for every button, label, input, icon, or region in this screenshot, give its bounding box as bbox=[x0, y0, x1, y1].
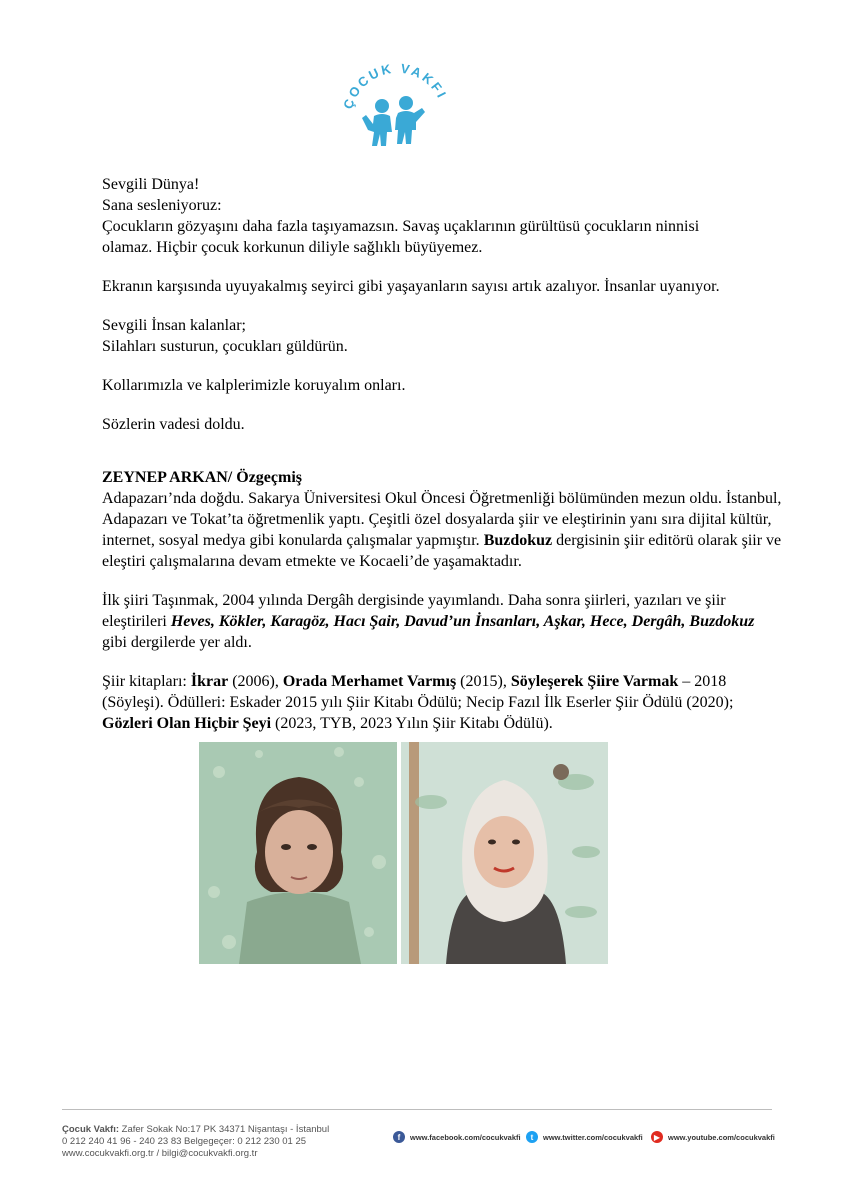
bio-paragraph-3: Şiir kitapları: İkrar (2006), Orada Merhamet Varmış (2015), Söyleşerek Şiire Varmak – 2018 (Söyleşi). Ödülleri: Eskader 2015 yılı Şiir Kitabı Ödülü; Necip Fazıl İlk Eserler Şiir Ödülü (2020); Gözleri Olan Hiçbir Şeyi (2023, TYB, 2023 Yılın Şiir Kitabı Ödülü). bbox=[102, 673, 734, 732]
letter-line: Çocukların gözyaşını daha fazla taşıyamazsın. Savaş uçaklarının gürültüsü çocukların ninnisi bbox=[102, 218, 700, 235]
facebook-icon: f bbox=[393, 1131, 405, 1143]
footer-divider bbox=[62, 1109, 772, 1110]
letter-line: Sevgili İnsan kalanlar; bbox=[102, 317, 246, 334]
facebook-link[interactable]: f www.facebook.com/cocukvakfi bbox=[393, 1131, 521, 1143]
svg-text:ÇOCUK VAKFI bbox=[340, 61, 450, 111]
footer-address: Zafer Sokak No:17 PK 34371 Nişantaşı - İstanbul bbox=[119, 1124, 330, 1135]
twitter-icon: t bbox=[526, 1131, 538, 1143]
greeting: Sevgili Dünya! bbox=[102, 176, 200, 193]
footer-phones: 0 212 240 41 96 - 240 23 83 Belgegeçer: 0 212 230 01 25 bbox=[62, 1136, 307, 1147]
bio-paragraph-2: İlk şiiri Taşınmak, 2004 yılında Dergâh dergisinde yayımlandı. Daha sonra şiirleri, yazıları ve şiir eleştirileri Heves, Kökler, Karagöz, Hacı Şair, Davud’un İnsanları, Aşkar, Hece, Dergâh, Buzdokuz gibi dergilerde yer aldı. bbox=[102, 592, 755, 651]
youtube-icon: ▶ bbox=[651, 1131, 663, 1143]
twitter-link[interactable]: t www.twitter.com/cocukvakfi bbox=[526, 1131, 643, 1143]
youtube-link[interactable]: ▶ www.youtube.com/cocukvakfi bbox=[651, 1131, 775, 1143]
letter-paragraph: Sözlerin vadesi doldu. bbox=[102, 416, 245, 433]
logo-text: ÇOCUK VAKFI bbox=[340, 60, 450, 111]
cocuk-vakfi-logo bbox=[340, 58, 450, 152]
letter-body bbox=[102, 174, 762, 435]
letter-line: Silahları susturun, çocukları güldürün. bbox=[102, 338, 348, 355]
letter-line: Sana sesleniyoruz: bbox=[102, 197, 222, 214]
portrait-photo bbox=[401, 742, 608, 964]
childhood-photo bbox=[199, 742, 397, 964]
bio-heading: ZEYNEP ARKAN/ Özgeçmiş bbox=[102, 469, 302, 486]
letter-paragraph: Ekranın karşısında uyuyakalmış seyirci gibi yaşayanların sayısı artık azalıyor. İnsanlar uyanıyor. bbox=[102, 278, 720, 295]
letter-paragraph: Kollarımızla ve kalplerimizle koruyalım onları. bbox=[102, 377, 406, 394]
bio-paragraph-1: Adapazarı’nda doğdu. Sakarya Üniversitesi Okul Öncesi Öğretmenliği bölümünden mezun oldu. İstanbul, Adapazarı ve Tokat’ta öğretmenlik yaptı. Çeşitli özel dosyalarda şiir ve eleştirinin yanı sıra dijital kültür, internet, sosyal medya gibi konularda çalışmalar yapmıştır. Buzdokuz dergisinin şiir editörü olarak şiir ve eleştiri çalışmalarına devam etmekte ve Kocaeli’de yaşamaktadır. bbox=[102, 490, 782, 570]
footer-org: Çocuk Vakfı: bbox=[62, 1124, 120, 1135]
letter-line: olamaz. Hiçbir çocuk korkunun diliyle sağlıklı büyüyemez. bbox=[102, 239, 483, 256]
footer-contact bbox=[62, 1124, 329, 1160]
biography bbox=[102, 467, 782, 734]
footer-web[interactable]: www.cocukvakfi.org.tr / bilgi@cocukvakfi.org.tr bbox=[62, 1148, 258, 1159]
